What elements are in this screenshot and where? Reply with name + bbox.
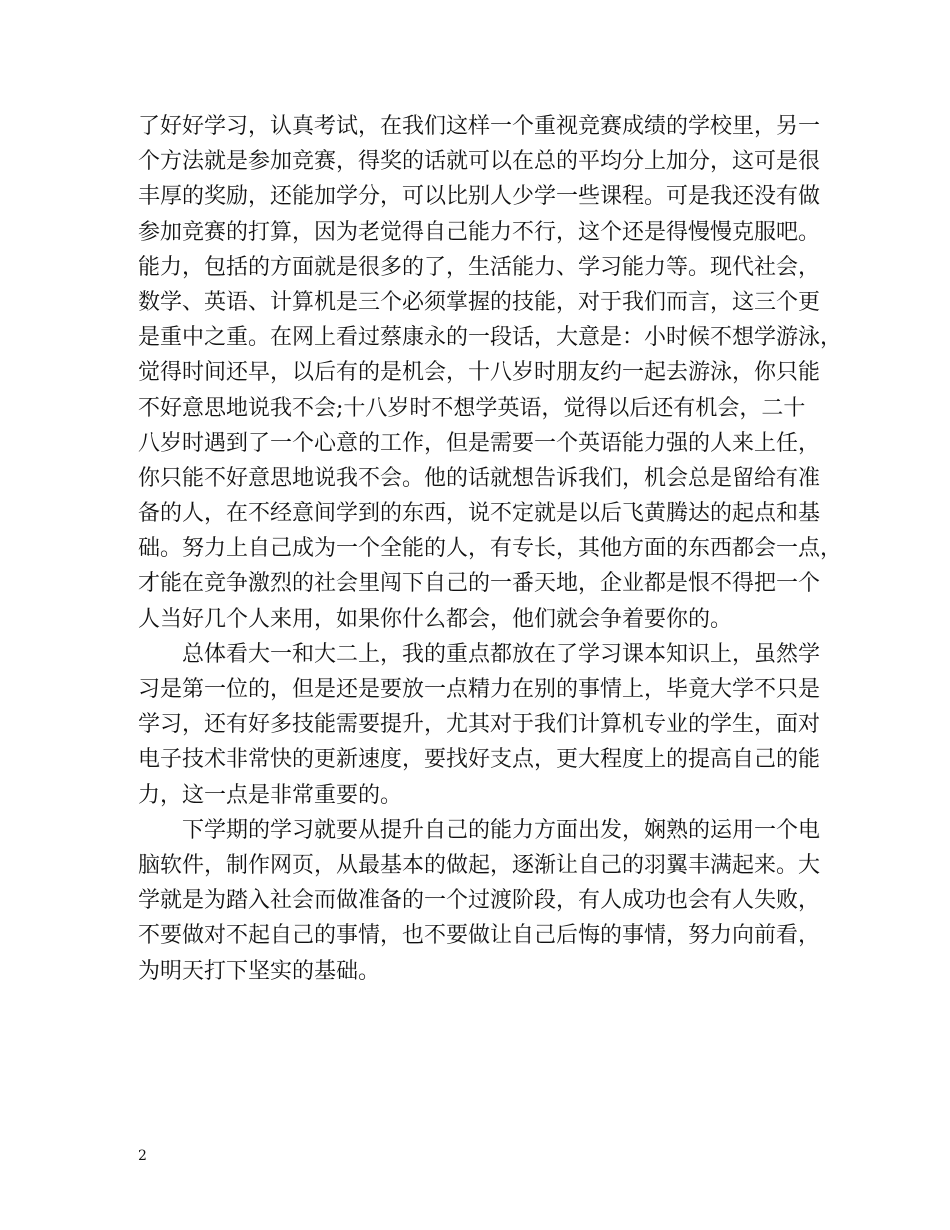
text-line: 电子技术非常快的更新速度，要找好支点，更大程度上的提高自己的能 [138,747,821,773]
text-line: 参加竞赛的打算，因为老觉得自己能力不行，这个还是得慢慢克服吧。 [138,219,821,245]
document-body [138,109,843,989]
text-line: 数学、英语、计算机是三个必须掌握的技能，对于我们而言，这三个更 [138,289,821,315]
text-line: 了好好学习，认真考试，在我们这样一个重视竞赛成绩的学校里，另一 [138,114,821,139]
text-line: 人当好几个人来用，如果你什么都会，他们就会争着要你的。 [138,606,733,632]
text-line: 备的人，在不经意间学到的东西，说不定就是以后飞黄腾达的起点和基 [138,501,821,527]
text-line: 学就是为踏入社会而做准备的一个过渡阶段，有人成功也会有人失败， [138,888,821,914]
text-line: 才能在竞争激烈的社会里闯下自己的一番天地，企业都是恨不得把一个 [138,571,821,597]
text-line: 觉得时间还早，以后有的是机会，十八岁时朋友约一起去游泳，你只能 [138,360,821,386]
text-line: 是重中之重。在网上看过蔡康永的一段话，大意是：小时候不想学游泳， [138,325,843,351]
text-line: 个方法就是参加竞赛，得奖的话就可以在总的平均分上加分，这可是很 [138,149,821,175]
text-line: 你只能不好意思地说我不会。他的话就想告诉我们，机会总是留给有准 [138,465,821,491]
text-line: 习是第一位的，但是还是要放一点精力在别的事情上，毕竟大学不只是 [138,677,821,702]
text-line: 能力，包括的方面就是很多的了，生活能力、学习能力等。现代社会， [138,254,821,280]
text-line: 八岁时遇到了一个心意的工作，但是需要一个英语能力强的人来上任， [138,430,821,456]
text-line: 学习，还有好多技能需要提升，尤其对于我们计算机专业的学生，面对 [138,712,821,738]
text-line: 不好意思地说我不会;十八岁时不想学英语，觉得以后还有机会，二十 [138,395,806,421]
text-line: 力，这一点是非常重要的。 [138,782,403,808]
text-line-indented: 下学期的学习就要从提升自己的能力方面出发，娴熟的运用一个电 [182,817,821,843]
text-line: 丰厚的奖励，还能加学分，可以比别人少学一些课程。可是我还没有做 [138,184,821,210]
text-line: 础。努力上自己成为一个全能的人，有专长，其他方面的东西都会一点， [138,536,843,562]
text-line: 不要做对不起自己的事情，也不要做让自己后悔的事情，努力向前看， [138,923,821,949]
text-line: 为明天打下坚实的基础。 [138,958,381,984]
text-line-indented: 总体看大一和大二上，我的重点都放在了学习课本知识上，虽然学 [182,641,821,667]
page-number: 2 [138,1148,147,1164]
text-line: 脑软件，制作网页，从最基本的做起，逐渐让自己的羽翼丰满起来。大 [138,852,821,878]
